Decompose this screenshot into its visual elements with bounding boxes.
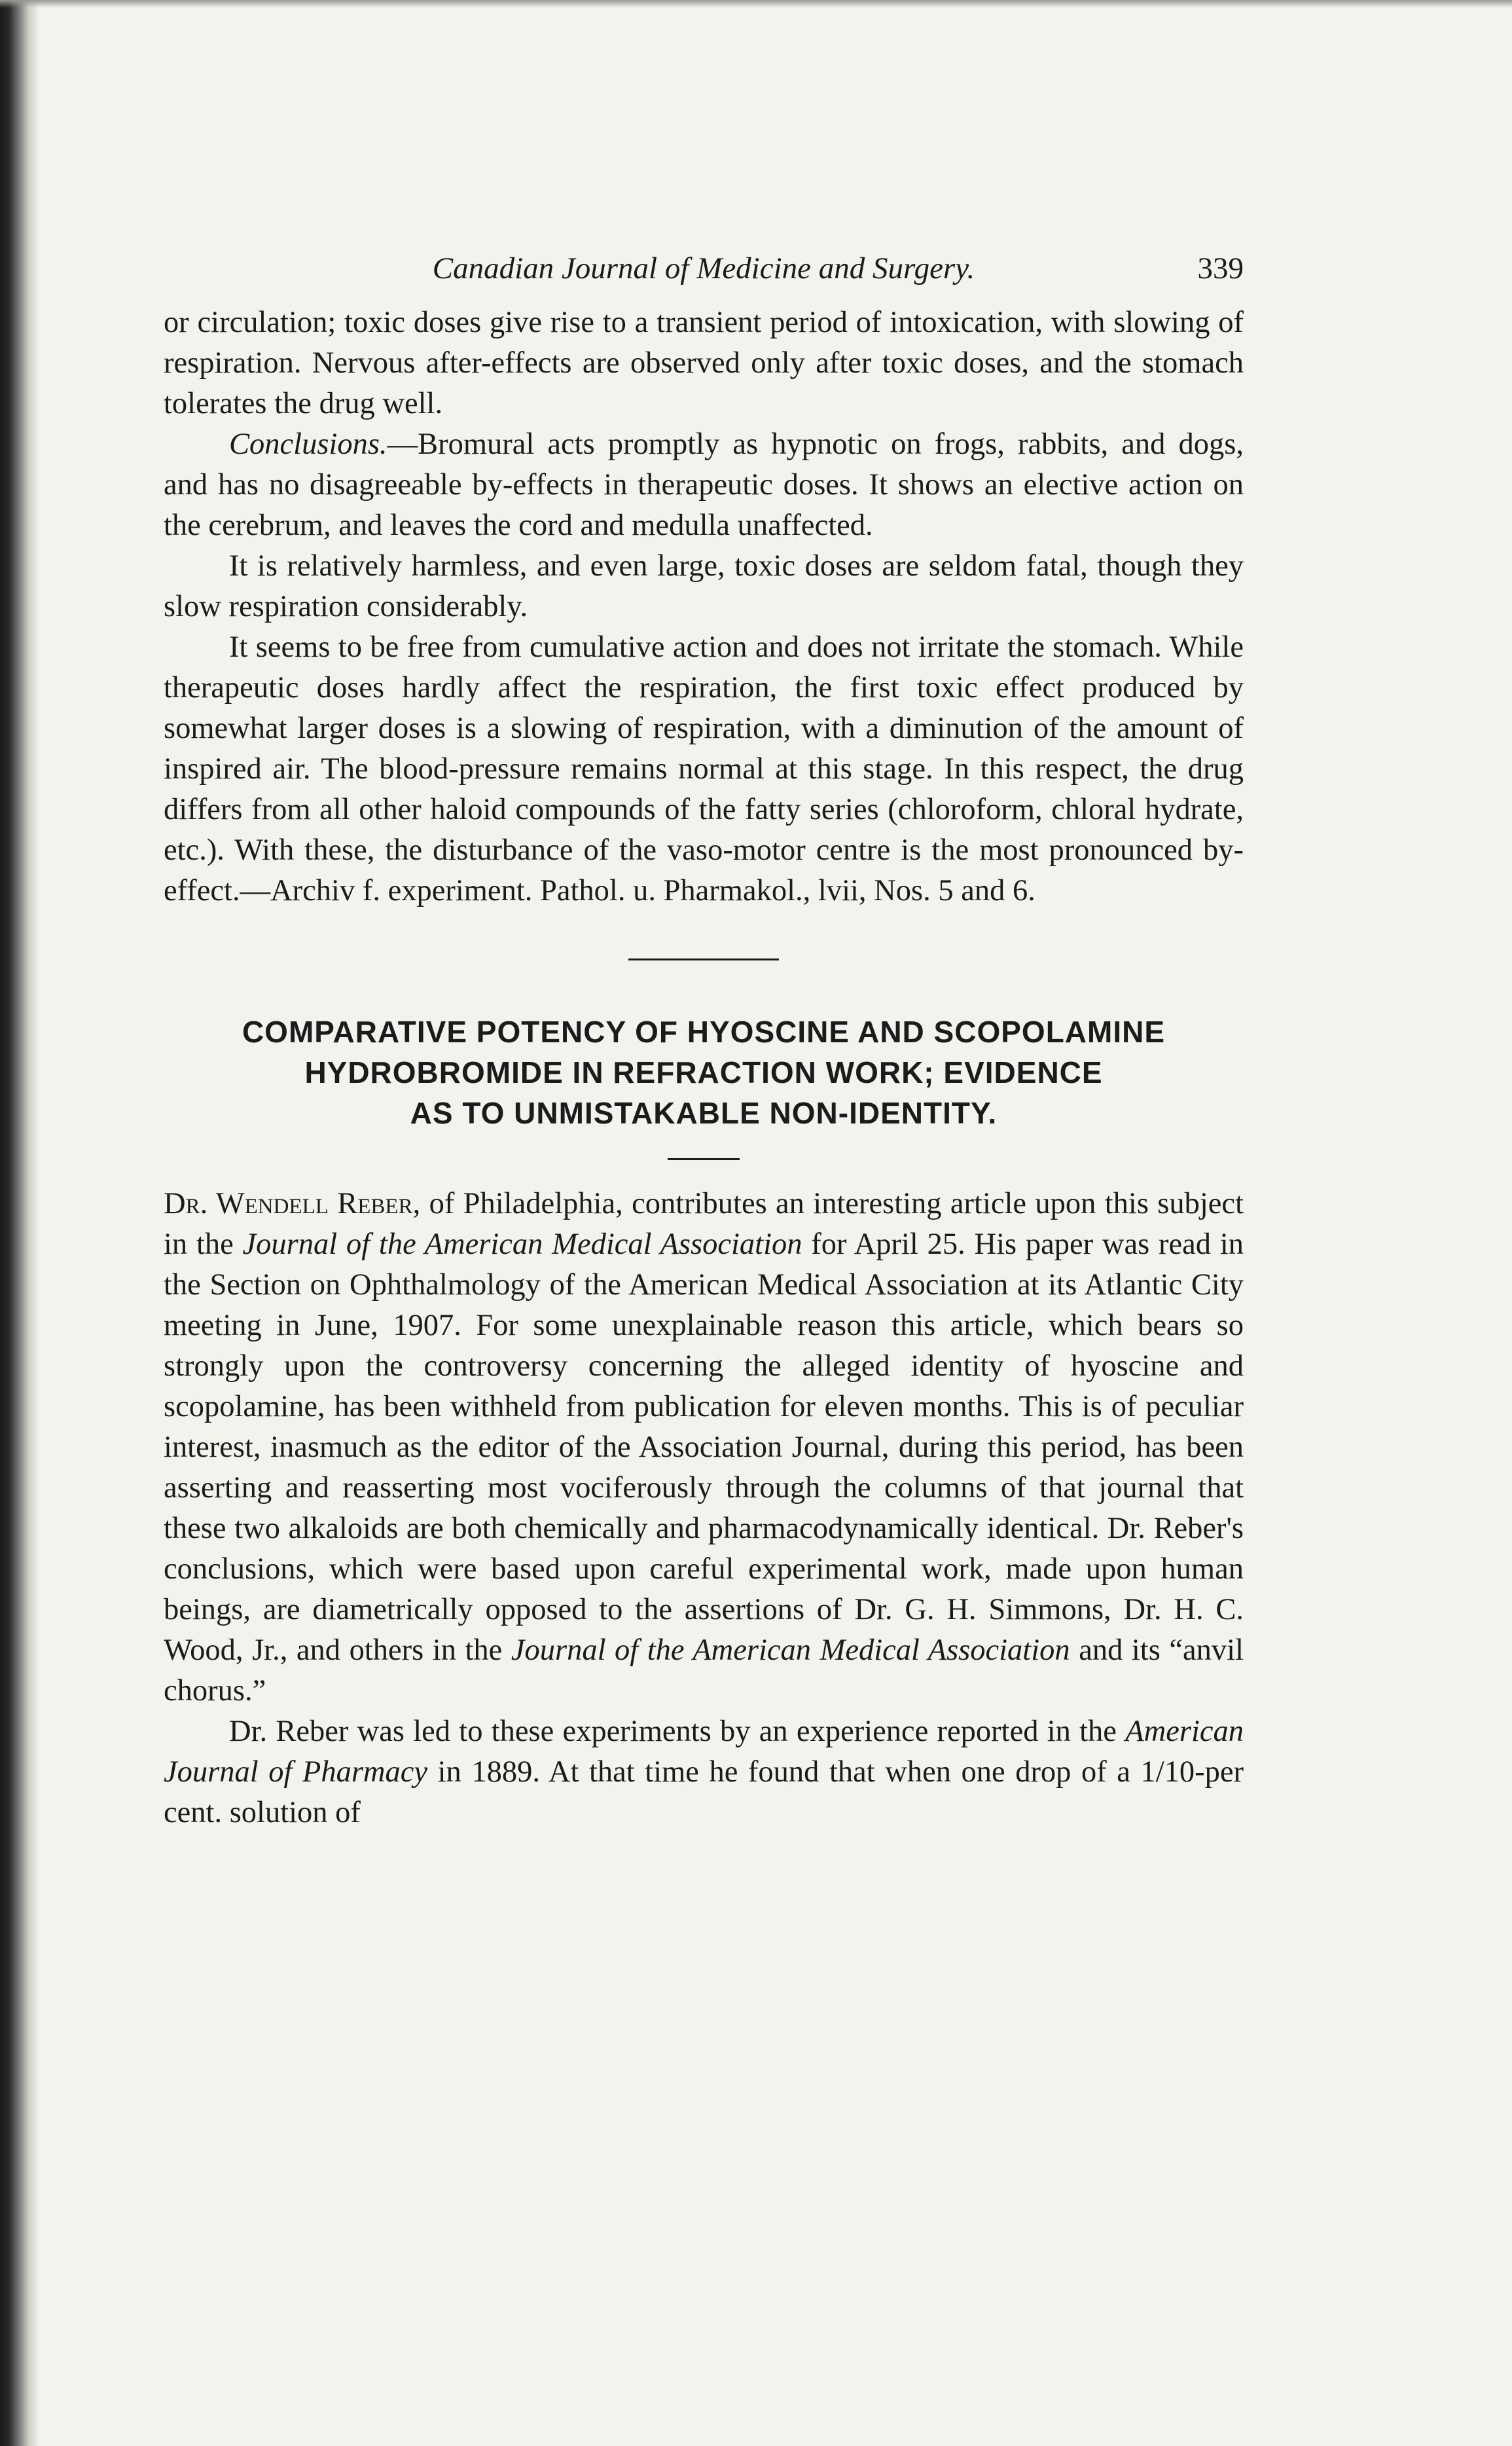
article-title-line-2: HYDROBROMIDE IN REFRACTION WORK; EVIDENCE	[304, 1055, 1103, 1089]
article-title	[164, 1012, 1244, 1133]
article-title-line-3: AS TO UNMISTAKABLE NON-IDENTITY.	[410, 1096, 998, 1130]
paragraph-harmless: It is relatively harmless, and even large, toxic doses are seldom fatal, though they slow respiration considerably.	[164, 549, 1244, 623]
conclusions-text: —Bromural acts promptly as hypnotic on frogs, rabbits, and dogs, and has no disagreeable by-effects in therapeutic doses. It shows an elective action on the cerebrum, and leaves the cord and medulla unaffected.	[164, 428, 1244, 542]
journal-name: Journal of the American Medical Association	[511, 1634, 1070, 1667]
article-body	[164, 1184, 1244, 1833]
paragraph-reber-article: Dr. Wendell Reber, of Philadelphia, contributes an interesting article upon this subject in the Journal of the American Medical Association for April 25. His paper was read in the Section on Ophthalmology of the American Medical Association at its Atlantic City meeting in June, 1907. For some unexplainable reason this article, which bears so strongly upon the controversy concerning the alleged identity of hyoscine and scopolamine, has been withheld from publication for eleven months. This is of peculiar interest, inasmuch as the editor of the Association Journal, during this period, has been asserting and reasserting most vociferously through the columns of that journal that these two alkaloids are both chemically and pharmacodynamically identical. Dr. Reber's conclusions, which were based upon careful experimental work, made upon human beings, are diametrically opposed to the assertions of Dr. G. H. Simmons, Dr. H. C. Wood, Jr., and others in the Journal of the American Medical Association and its “anvil chorus.”	[164, 1187, 1244, 1707]
article-title-line-1: COMPARATIVE POTENCY OF HYOSCINE AND SCOPOLAMINE	[242, 1015, 1166, 1049]
journal-name: American Journal of Pharmacy	[164, 1715, 1244, 1789]
paragraph-conclusions	[164, 424, 1244, 546]
running-head	[164, 249, 1244, 295]
running-title: Canadian Journal of Medicine and Surgery.	[432, 251, 975, 285]
journal-page	[164, 249, 1244, 1833]
previous-article-continuation	[164, 302, 1244, 911]
author-name: Dr. Wendell Reber	[164, 1187, 413, 1220]
paragraph-reber-experiments: Dr. Reber was led to these experiments by an experience reported in the American Journal of Pharmacy in 1889. At that time he found that when one drop of a 1/10-per cent. solution of	[164, 1715, 1244, 1829]
scan-top-edge	[0, 0, 1512, 8]
page-number: 339	[1197, 251, 1244, 285]
title-divider	[668, 1158, 740, 1160]
journal-name: Journal of the American Medical Association	[242, 1228, 802, 1261]
paragraph-cumulative: It seems to be free from cumulative action and does not irritate the stomach. While therapeutic doses hardly affect the respiration, the first toxic effect produced by somewhat larger doses is a slowing of respiration, with a diminution of the amount of inspired air. The blood-pressure remains normal at this stage. In this respect, the drug differs from all other haloid compounds of the fatty series (chloroform, chloral hydrate, etc.). With these, the disturbance of the vaso-motor centre is the most pronounced by-effect.—Archiv f. experiment. Pathol. u. Pharmakol., lvii, Nos. 5 and 6.	[164, 630, 1244, 907]
scan-binding-edge	[0, 0, 39, 2446]
conclusions-label: Conclusions.	[229, 428, 387, 461]
paragraph-circulation: or circulation; toxic doses give rise to a transient period of intoxication, with slowing of respiration. Nervous after-effects are observed only after toxic doses, and the stomach tolerates the drug well.	[164, 306, 1244, 420]
section-divider	[628, 958, 779, 960]
